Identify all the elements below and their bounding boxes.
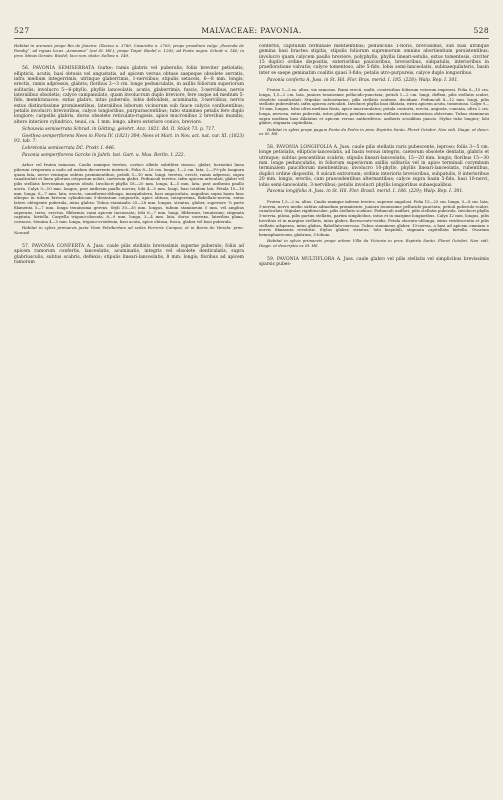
habitat-note: Habitat in arenosis prope Rio de Janeiro: Glaziou n. 3780, Casaretto n. 2760; prope praedium vulgo „Fazenda de Paraby“, ad riguas locus „Aramame“ (est St. Hil.); prope Toipé: Riedel n. 1282; ad Ponte negra: Schott n. 140; in prov. Minas Geraës: Riedel; loco non citato: Sellow n. 149. xyxy=(14,44,244,58)
habitat-note: Habitat in sylvis primaevis juxta Viam Felsibertam ad sedes Ferrerie Campos, et in Barra do Vareda: prim. Neuwid. xyxy=(14,225,244,236)
species-description: Frutex 1,5—2 m. altus. Caulis ramique inferne teretes, superne angulosi. Folia 15—25 cm. longa, 5—8 cm. lata, 3-nervia, nervo medio subtus admodum prominente, juniora tenuissime pellucido-punctata; petioli puberulo-scabri, canaliculati. Stipulae rigidiusculae, pilis stellatis scabrae. Pedunculi uniflori, pilis stellatis puberula. Involucri phylla 5-nervia, pilosa, pilis partim stellatis, partim simplicibus, intus et in margine longioribus. Calyx 12 mm. longus, pilis brevibus et in margine stellatis, intus glaber, flavescente-viridis. Petala obovato-oblonga, extus viridescentia et pilis stellatis adspersa, intus glabra, flabellato-nervosa. Tubus stamineus glaber, 10-nervia, a basi ad apicem omnium e nervis filamenta revolutis. Stylus glaber, striatus; lobi hispiduli, stigmata capitellata hirtella. Ovarium hemisphaericum, glabrum, 5-lobum. xyxy=(259,198,489,238)
species-entry xyxy=(14,66,244,125)
left-column xyxy=(14,44,244,786)
species-diagnosis: A. Juss. caule pilis stellatis raris pubescente, leproso; foliis 3—5 cm. longe petiolatis, ellipticis-lanceolatis, ad basin versus integris, caeterum obsolete dentatis, glabris et utrinque; subtus pescentibus scabris; stipulis lineari-lanceolatis, 15—20 mm. longis; floribus 15—30 mm. longe pedunculatis, in foliorum superiorum axillis solitariis vel in apice terminali corymbum terminalem pauciflorum mentientibus; involucro 10-phyllo, phyllis lineari-lanceolatis, rubentibus, duplici ordine dispositis, 8 sulcati extrorsum; ordinis interioris brevioribus, subpatulis, 8 interioribus 20 mm. longis, erectis, cum praecedentibus alternantibus; calyce supra basin 5-fido, basi 10-nervi, lobis semi-lanceolatis, 3-nerviibus; petalis involucri phyllis longioribus subaequalibus. xyxy=(259,145,489,188)
species-diagnosis: A. Juss. caule glabro vel pilis stellatis vel simplicibus brevissimis sparsis pubes- xyxy=(259,256,489,268)
synonym-citation: Pavonia semperflorens Garcke in Jahrb. bot. Gart. u. Mus. Berlin. I. 222. xyxy=(22,152,186,158)
species-entry xyxy=(14,244,244,265)
species-heading: 56. PAVONIA SEMISERRATA xyxy=(22,66,95,72)
synonym-citation: Lebretonia semiserrata DC. Prodr. I. 446. xyxy=(22,145,116,151)
species-heading: 57. PAVONIA CONFERTA xyxy=(22,243,85,249)
synonym-citation: Pavonia longifolia A. Juss. in St. Hil. Flor. Brasil. merid. I. 186. (229); Walp. Rep. I. 301. xyxy=(267,189,464,195)
running-header xyxy=(14,26,489,38)
species-diagnosis: A. Juss. caule pilis stellatis brevissimis superne puberulo; foliis ad apicem ramorum confertis, lanceolatis, acuminatis, integris vel obsolete denticulatis, supra glabriusculis, subtus scabris, deflexis; stipulis lineari-lanceolatis, 8 mm. longis; floribus ad apicem ramorum xyxy=(14,243,244,265)
page-number-right: 528 xyxy=(473,26,489,35)
species-diagnosis: confertis, capitulum terminale mentientibus; pedunculis 1-floris, brevissimis, sub basi utrinque gemina basi bractea stipitis, stipulis foliorum supremorum omnino abortientium persistentibus; involucro quam calycem paullo breviore, polyphyllo, phyllis lineari-setulis, extus tomentosis, circiter 15 duplici ordine dispositis, exterioribus paucioribus, brevioribus, subpatulis, interioribus in praefloratione valvatis; calyce tomentoso, alte 5-fido, lobis semi-lanceolatis, subinaequilateris, basin inter se saepe geminatim coalitis quasi 3-fido; petalis atro-purpureis, calyce duplo longioribus. xyxy=(259,44,489,76)
species-entry xyxy=(259,145,489,188)
running-title: MALVACEAE: PAVONIA. xyxy=(201,26,302,35)
habitat-note: Habitat in sylvis prope pagum Ponta da Pedra in prov. Espirito Santo. Floret Octobri. Non vidi. Diagn. et descr. ex St. Hil. xyxy=(259,126,489,137)
header-rule xyxy=(14,38,489,39)
synonym-citation: Pavonia conferta A. Juss. in St. Hil. Flor. Bras. merid. I. 185. (228); Walp. Rep. I. 301. xyxy=(267,77,459,83)
species-description: Frutex 1—2 m. altus, vix ramosus. Rami erecti, multi, cicatricibus foliorum veterum impressi. Folia 8—15 cm. longa, 1,5—2 cm. lata, juniora tenuissime pellucido-punctata; petioli 1—2 cm. longi, deflexi, pilis stellatis scabri, obsolete canaliculati. Stipulae subcarinatae, pilis stellatis scabrae, deciduae. Pedunculi 8—12 mm. longi, pilis stellatis puberulenti, infra apicem articulati. Involucri phylla basi dilatata, extra apicem acuta, tomentosa. Calyx 9—10 mm. longus, lobis ultra medium fissis, apice mucronulatus; petala contorta, erecta, angusta, cuneata, ultra 2 cm. longa, nervosa, extus puberula, intus glabra; petalum unicum stellatis extus tomentosa obtectum. Tubus stamineus supra medium basi dilatatus et apicem versus antheriferus, antheris sessilibus paucis. Stylus tubo longior; lobi glabri; stigmata capitellata. xyxy=(259,87,489,126)
species-diagnosis: Gurke: ramis glabris vel puberulis; foliis breviter petiolatis, ellipticis, acutis, basi obtusis vel angustatis, ad apicem versus obtuse saepeque obsolete serratis, infra medium integerrimis, utrinque glaberrimis, 1-nerviibus; stipulis setaceis, 6—8 mm. longis, erectis, ramis adpressis, glabris; floribus 2—3 cm. longe pedunculatis, in axillis foliorum superiorum solitariis; involucro 5—6-phyllo, phyllis lanceolatis, acutis, glaberrimis, fuscis, 3-nerviibus, nervis lateralibus obsoletis; calyce campanulato, quam involucrum duplo breviore, fere usque ad medium 5-fido, membranaceo, extus glabro, intus puberulo, lobis deltoideis, acuminatis, 3-nerviibus, nervis extus distinctissime prominentibus, lateralibus loborum vicinorum sub fauce calycis confluentibus; petalis involucro brevioribus, calyce longioribus, purpurascentibus; tubo stamineo petalis fere duplo longiore; carpellis glabris, dorso obsolete reticulato-rugosis, apice mucronibus 2 brevibus munitis, altero interiore cylindrico, teuui, ca. 1 mm. longo, altero exteriore conico, breviore. xyxy=(14,66,244,125)
species-description: Arbor vel frutex ramosus. Caulis ramique teretes, cortice albido subtiliter rimoso, glabri; hornotini linea pilorum crisporum a nodo ad nodum decurrente instructi. Folia 8—16 cm. longa, 1—2 cm. lata, 2—3½-plo longiora quam lata, nervo venisque subtus prominentibus; petioli 5—10 mm. longi, teretes, erecti, ramis adpressi, supra canaliculati et linea pilorum crisporum noloti, caeterum glabri. Pedunculi teretes, infra apicem articulati, glabri vel pilis stellatis brevissimis sparsis obsiti. Involucri phylla 18—20 mm. longa, 4—5 mm. lata, post anthesin paullo aucta. Calyx 9—10 mm. longus, post anthesin paullo auctus; lobi 4—5 mm. longi, basi totidem lati. Petala 15—16 mm. longa, 6—7 mm. lata, erecta, cuneiformi-oblonga, inaequilatera, basi unguiculata, unguibus supra basin hinc alteque in tubum brevem cylindricum 5-dentatum conjunctis, apice obtusa, integerrima, flabellato-nervia, extus latere obtegente puberula, intus glabra. Tubus staminalis 25—28 mm. longus, striatus, glaber, superiore ¾ parte filamenta 5—7 mm. longa tenuissima gerens. Styli 30—35 mm. longus, tubum stamineum 5 mm. vel amplius superans, teres, erectus, filiformis; rami apicem incrassata; lobi 6—7 mm. longi, filiformes, tenuissimi; stigmata capitata, hirtella. Carpella trigono-obovata, 8—9 mm. longa, 3—4 mm. lata, dorso convexa, lateribus plana, coriacea. Semina 4—5 mm. longa, trigono-ovoideum, basi acuta, apice obtusa, fusca, glabra vel basi puberula. xyxy=(14,162,244,225)
species-heading: 58. PAVONIA LONGIFOLIA xyxy=(267,145,333,151)
species-heading: 59. PAVONIA MULTIFLORA xyxy=(267,256,335,262)
species-entry xyxy=(259,257,489,268)
page-number-left: 527 xyxy=(14,26,30,35)
right-column xyxy=(259,44,489,786)
synonym-citation: Schouwia semiserrata Schrad. in Götting. gelehrt. Anz. 1821. Bd. II. Stück 73. p. 717. xyxy=(22,126,216,132)
synonym-citation: Goethea semperflorens Nees in Flora IV. (1821) 304; Nees et Mart. in Nov. act. nat. cur. XI. (1823) 93. tab. 7. xyxy=(14,133,244,144)
habitat-note: Habitat in sylvis primaevis prope urbem Villa da Victoria in prov. Espirito Santo. Floret Octobri. Non vidi. Diagn. et descriptio ex St. Hil. xyxy=(259,238,489,249)
